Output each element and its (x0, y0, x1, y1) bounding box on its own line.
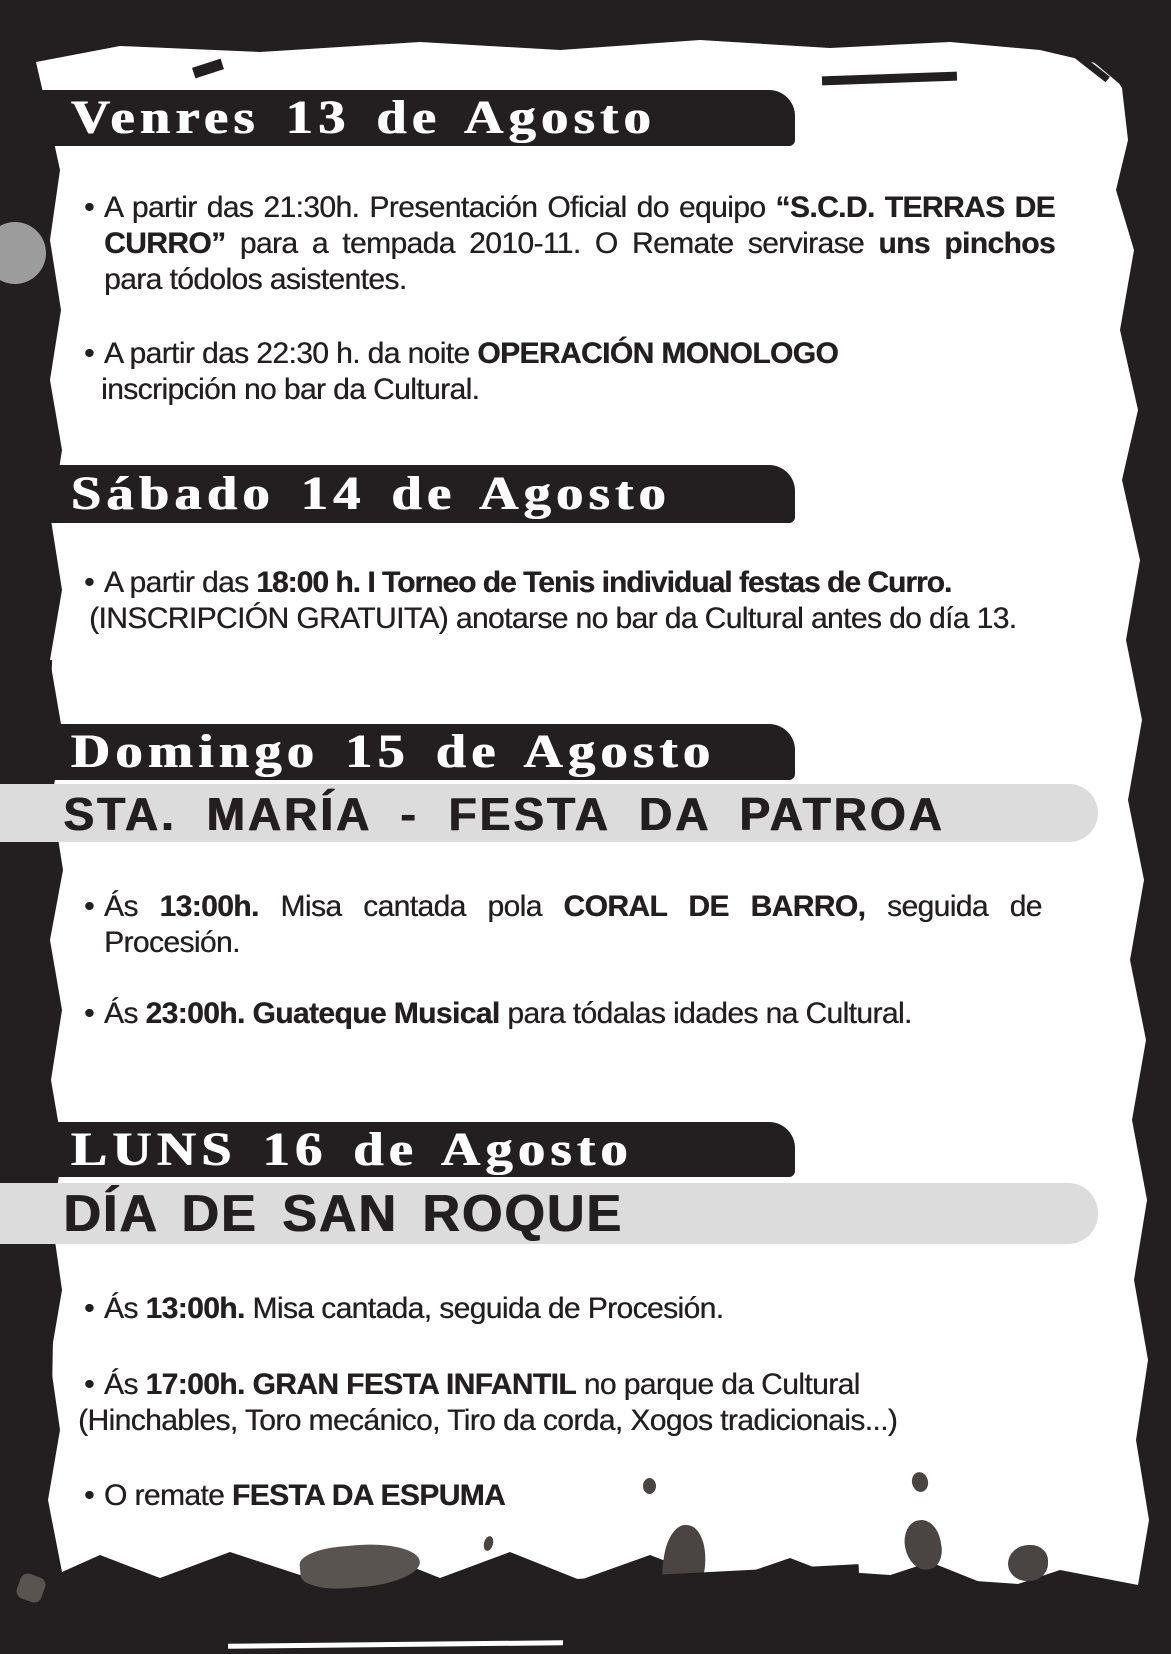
event-text: O remate (103, 1479, 232, 1512)
day-header-luns-16 (0, 1122, 795, 1177)
bullet-icon: • (84, 890, 94, 923)
event-text-bold: 17:00h. GRAN FESTA INFANTIL (145, 1368, 576, 1401)
subheader-dia-de-san-roque (0, 1183, 1098, 1244)
ink-splat (14, 1571, 47, 1604)
day-header-label: LUNS 16 de Agosto (70, 1123, 633, 1176)
bullet-icon: • (84, 566, 94, 599)
event-line (89, 601, 1035, 637)
event-text-bold: OPERACIÓN MONOLOGO (477, 337, 839, 370)
event-text: Ás (103, 1292, 146, 1325)
day-header-label: Sábado 14 de Agosto (70, 467, 671, 520)
bullet-icon: • (84, 1368, 94, 1401)
event-line (84, 1478, 1035, 1514)
day-header-domingo-15 (0, 724, 795, 780)
event-line (78, 1403, 1035, 1439)
event-line (104, 925, 1035, 961)
event-text: (Hinchables, Toro mecánico, Tiro da corda, Xogos tradicionais...) (78, 1404, 898, 1437)
event-line (84, 565, 1035, 601)
event-text-bold: 18:00 h. I Torneo de Tenis individual festas de Curro. (256, 566, 952, 599)
subheader-festa-da-patroa (0, 784, 1098, 842)
event-text: para a tempada 2010-11. O Remate servirase (225, 227, 879, 260)
event-text-bold: CORAL DE BARRO, (563, 890, 866, 923)
event-text-bold: 23:00h. Guateque Musical (145, 997, 500, 1030)
subheader-label: STA. MARÍA - FESTA DA PATROA (63, 788, 945, 840)
event-line (84, 1291, 1035, 1327)
bullet-icon: • (84, 1292, 94, 1325)
ink-blob (1008, 1545, 1048, 1581)
event-festa-infantil (78, 1367, 1035, 1439)
event-text: inscripción no bar da Cultural. (101, 373, 480, 406)
event-text: Ás (103, 890, 160, 923)
event-text: Procesión. (104, 926, 240, 959)
event-operacion-monologo (84, 336, 1035, 408)
event-text-bold: uns pinchos (878, 227, 1055, 260)
torn-bottom-chunk (559, 1564, 861, 1628)
event-line (84, 889, 1042, 925)
event-torneo-tenis (84, 565, 1035, 637)
bullet-icon: • (84, 997, 94, 1030)
event-text: (INSCRIPCIÓN GRATUITA) anotarse no bar da Cultural antes do día 13. (89, 602, 1017, 635)
event-text: Ás (103, 1368, 146, 1401)
event-misa-san-roque (84, 1291, 1035, 1327)
event-line (84, 336, 1035, 372)
ink-dot (643, 1478, 656, 1494)
day-header-sabado-14 (0, 465, 795, 523)
event-text-bold: 13:00h. (145, 1292, 245, 1325)
torn-bottom-chunk (118, 1576, 302, 1645)
event-text-bold: 13:00h. (159, 890, 259, 923)
edge-tick (45, 660, 52, 706)
event-text-bold: FESTA DA ESPUMA (231, 1479, 506, 1512)
event-text: A partir das (103, 566, 257, 599)
event-line (101, 372, 1035, 408)
edge-line (48, 1268, 54, 1408)
event-text: para tódalas idades na Cultural. (499, 997, 912, 1030)
bullet-icon: • (84, 191, 94, 224)
event-misa-coral (84, 889, 1042, 961)
torn-bottom-chunk (838, 1572, 1081, 1644)
subheader-label: DÍA DE SAN ROQUE (63, 1185, 623, 1243)
event-line (84, 996, 1035, 1032)
event-text-bold: “S.C.D. TERRAS DE CURRO” (104, 191, 1055, 260)
event-festa-da-espuma (84, 1478, 1035, 1514)
event-text: Misa cantada pola (258, 890, 564, 923)
event-text: para tódolos asistentes. (104, 263, 407, 296)
event-text: seguida de (865, 890, 1042, 923)
event-guateque-musical (84, 996, 1035, 1032)
event-text: Misa cantada, seguida de Procesión. (244, 1292, 724, 1325)
bullet-icon: • (84, 1479, 94, 1512)
event-text: A partir das 21:30h. Presentación Oficial do equipo (103, 191, 776, 224)
gray-dot-blob (0, 222, 46, 284)
event-line (84, 1367, 1035, 1403)
day-header-label: Domingo 15 de Agosto (70, 725, 715, 778)
event-text: no parque da Cultural (575, 1368, 860, 1401)
day-header-label: Venres 13 de Agosto (70, 91, 656, 144)
day-header-venres-13 (0, 90, 795, 146)
event-presentacion-equipo (84, 190, 1055, 298)
bullet-icon: • (84, 337, 94, 370)
event-text: Ás (103, 997, 146, 1030)
event-text: A partir das 22:30 h. da noite (103, 337, 478, 370)
